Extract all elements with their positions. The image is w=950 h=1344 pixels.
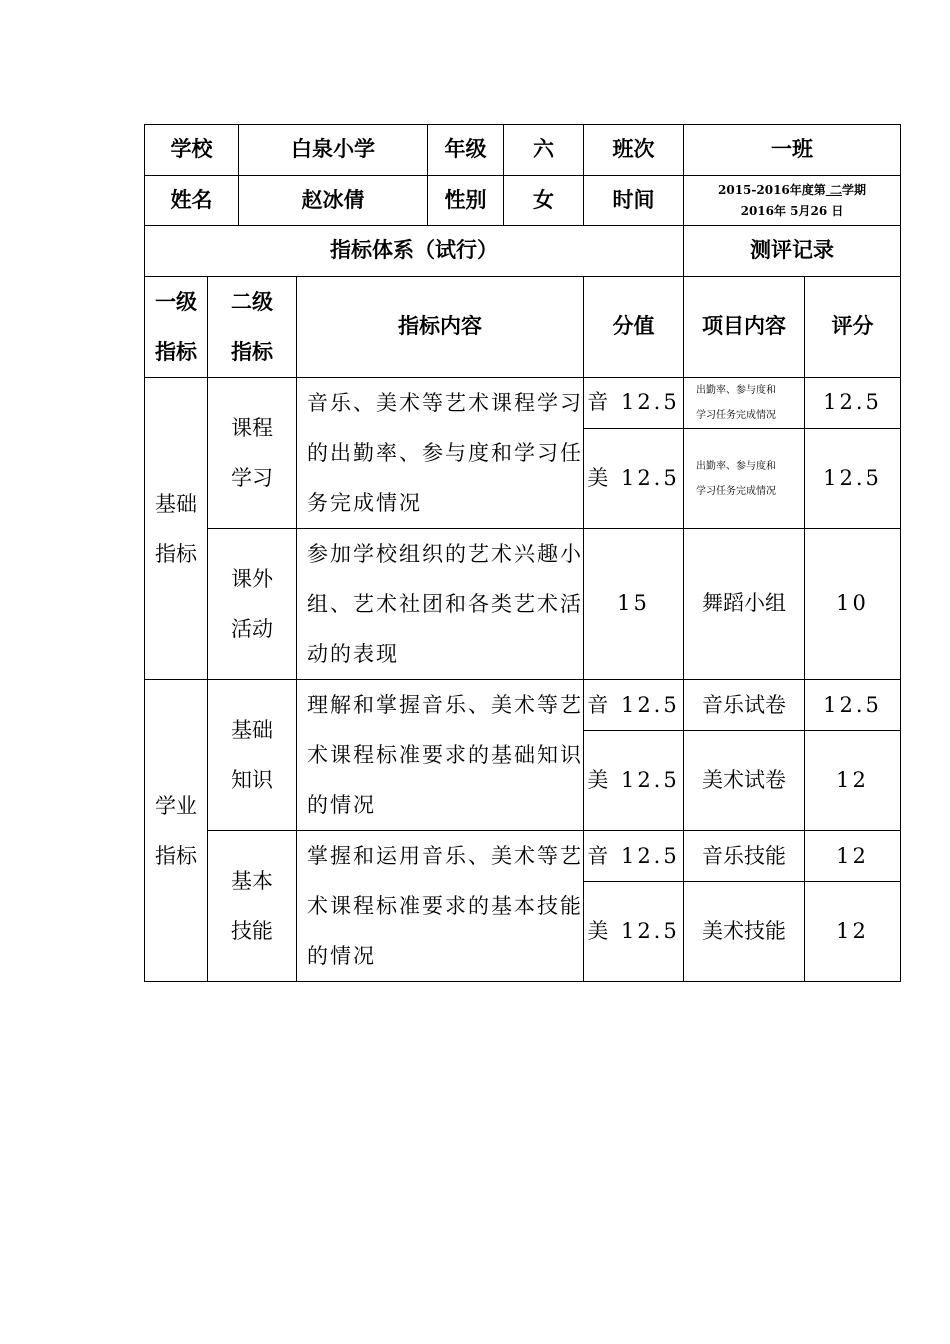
level1-cell [145,378,208,680]
level1-line: 基础 [155,491,197,516]
content-cell [297,378,584,529]
points-header: 分值 [584,277,684,378]
level2-cell [208,529,297,680]
section-row [145,226,901,277]
record-title: 测评记录 [684,226,901,277]
points-cell: 美 12.5 [584,882,684,982]
level2-line: 技能 [231,919,273,943]
gender-value: 女 [504,176,584,226]
level2-cell [208,680,297,831]
content-cell [297,831,584,982]
item-header: 项目内容 [684,277,805,378]
level2-line: 知识 [231,768,273,792]
level2-cell [208,831,297,982]
level2-cell [208,378,297,529]
evaluation-table [144,124,901,982]
content-line: 动的表现 [307,642,399,666]
table-row [145,831,901,882]
level2-line: 学习 [231,466,273,490]
item-cell [684,429,805,529]
gender-label: 性别 [428,176,504,226]
item-cell [684,378,805,429]
content-cell [297,680,584,831]
points-cell: 音 12.5 [584,680,684,731]
table-row [145,378,901,429]
score-cell: 12 [805,831,901,882]
content-line: 音乐、美术等艺术课程学习 [307,391,583,415]
time-value [684,176,901,226]
content-line: 的出勤率、参与度和学习任 [307,441,583,465]
level2-line: 基本 [231,869,273,893]
table-row [145,680,901,731]
column-header-row [145,277,901,378]
level2-header-line2: 指标 [231,340,273,364]
content-line: 的情况 [307,793,376,817]
student-row [145,176,901,226]
school-label: 学校 [145,125,239,176]
score-cell: 12 [805,882,901,982]
item-line: 学习任务完成情况 [696,485,776,497]
points-cell: 15 [584,529,684,680]
term-number: 二 [825,182,842,197]
content-line: 理解和掌握音乐、美术等艺 [307,693,583,717]
term-prefix: 2015-2016年度第 [718,182,826,197]
item-cell: 音乐技能 [684,831,805,882]
term-suffix: 学期 [841,182,866,197]
level2-line: 基础 [231,718,273,742]
points-cell: 美 12.5 [584,429,684,529]
level1-cell [145,680,208,982]
level1-header-line1: 一级 [155,290,197,314]
item-cell: 音乐试卷 [684,680,805,731]
level2-line: 活动 [231,617,273,641]
points-cell: 音 12.5 [584,378,684,429]
score-cell: 10 [805,529,901,680]
time-label: 时间 [584,176,684,226]
level1-header-line2: 指标 [155,340,197,364]
item-line: 出勤率、参与度和 [696,460,776,472]
content-cell [297,529,584,680]
content-header: 指标内容 [297,277,584,378]
item-cell: 舞蹈小组 [684,529,805,680]
content-line: 参加学校组织的艺术兴趣小 [307,542,583,566]
item-cell: 美术试卷 [684,731,805,831]
level1-line: 指标 [155,541,197,566]
content-line: 的情况 [307,944,376,968]
school-value: 白泉小学 [239,125,428,176]
level2-header-line1: 二级 [231,290,273,314]
table-row [145,529,901,680]
content-line: 务完成情况 [307,491,422,515]
level1-header [145,277,208,378]
grade-value: 六 [504,125,584,176]
level2-line: 课程 [231,416,273,440]
content-line: 术课程标准要求的基础知识 [307,743,583,767]
system-title: 指标体系（试行） [145,226,684,277]
level2-header [208,277,297,378]
score-cell: 12.5 [805,378,901,429]
content-line: 组、艺术社团和各类艺术活 [307,592,583,616]
name-label: 姓名 [145,176,239,226]
points-cell: 音 12.5 [584,831,684,882]
score-cell: 12 [805,731,901,831]
grade-label: 年级 [428,125,504,176]
date-line: 2016年 5月26 日 [740,203,844,218]
item-line: 学习任务完成情况 [696,410,776,421]
term-line [684,180,900,201]
item-line: 出勤率、参与度和 [696,385,776,396]
level1-line: 学业 [155,793,197,818]
level1-line: 指标 [155,843,197,868]
content-line: 掌握和运用音乐、美术等艺 [307,844,583,868]
item-cell: 美术技能 [684,882,805,982]
content-line: 术课程标准要求的基本技能 [307,894,583,918]
class-label: 班次 [584,125,684,176]
score-header: 评分 [805,277,901,378]
score-cell: 12.5 [805,429,901,529]
level2-line: 课外 [231,567,273,591]
name-value: 赵冰倩 [239,176,428,226]
points-cell: 美 12.5 [584,731,684,831]
class-value: 一班 [684,125,901,176]
score-cell: 12.5 [805,680,901,731]
school-row [145,125,901,176]
